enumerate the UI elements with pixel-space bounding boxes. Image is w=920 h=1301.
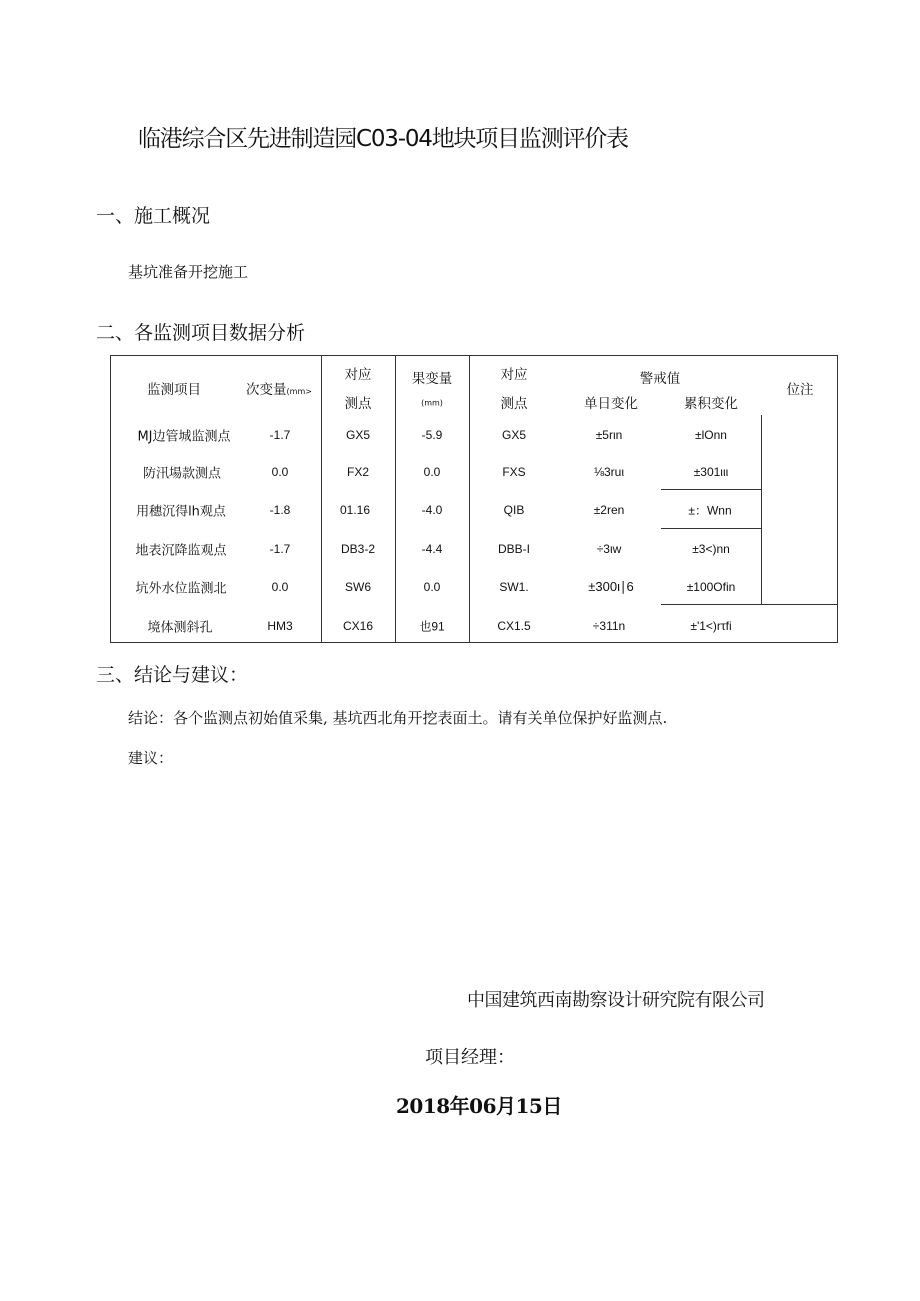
row6-item: 境体测斜孔	[147, 620, 213, 636]
header-point1: 对应	[344, 367, 372, 383]
row5-cumulative: 0.0	[423, 580, 441, 594]
row5-point1: SW6	[344, 580, 372, 594]
row4-point2: DBB-I	[497, 542, 531, 556]
row2-item: 防汛場款测点	[142, 466, 222, 482]
document-date: 2018年06月15日	[396, 1094, 562, 1118]
header-point2: 对应	[500, 367, 528, 383]
row5-point2: SW1.	[499, 580, 529, 594]
row3-total: ±：Wnn	[688, 503, 732, 518]
row5-total: ±100Ofin	[686, 580, 736, 594]
row1-point1: GX5	[345, 428, 371, 442]
row2-cumulative: 0.0	[423, 465, 441, 479]
table-col-divider	[395, 356, 396, 643]
row3-cumulative: -4.0	[421, 503, 443, 517]
row2-total: ±301ιιι	[693, 465, 729, 479]
row4-change: -1.7	[269, 542, 291, 556]
header-change: 次变量(mm>	[246, 382, 312, 398]
row2-point1: FX2	[346, 465, 370, 479]
row6-point1: CX16	[342, 619, 374, 633]
row6-daily: ÷311n	[592, 619, 626, 633]
table-col-divider	[761, 415, 762, 604]
row1-total: ±lOnn	[695, 428, 727, 442]
header-daily: 单日变化	[584, 396, 638, 412]
header-point1-b: 测点	[344, 396, 372, 412]
row6-cumulative: 也91	[419, 619, 445, 634]
section-3-heading: 三、结论与建议：	[96, 664, 249, 686]
row5-daily: ±300ι∣6	[588, 579, 634, 594]
row3-change: -1.8	[269, 503, 291, 517]
table-row-divider	[661, 528, 761, 529]
section-2-heading: 二、各监测项目数据分析	[96, 322, 306, 344]
construction-overview-text: 基坑准备开挖施工	[128, 263, 249, 281]
row1-daily: ±5rιn	[595, 428, 623, 442]
table-col-divider	[469, 356, 470, 643]
row4-point1: DB3-2	[340, 542, 376, 556]
row5-item: 坑外水位监测北	[135, 581, 227, 597]
row5-change: 0.0	[271, 580, 289, 594]
header-item: 监测项目	[147, 382, 201, 398]
header-cumulative: 果变量	[411, 371, 453, 387]
row4-total: ±3<)nn	[692, 542, 730, 556]
header-remark: 位注	[786, 382, 814, 398]
header-total: 累积变化	[684, 396, 738, 412]
company-name: 中国建筑西南勘察设计研究院有限公司	[467, 990, 765, 1011]
table-row-divider	[661, 604, 838, 605]
row3-daily: ±2ren	[593, 503, 625, 517]
row2-point2: FXS	[502, 465, 526, 479]
project-manager-label: 项目经理：	[425, 1047, 515, 1068]
row4-item: 地表沉降监观点	[135, 543, 227, 559]
row3-item: 用穗沉得lh观点	[136, 504, 226, 520]
header-cumulative-unit: (mm)	[421, 398, 443, 408]
header-point2-b: 测点	[500, 396, 528, 412]
row1-cumulative: -5.9	[421, 428, 443, 442]
monitoring-table	[110, 355, 838, 643]
row6-total: ±'1<)rτfi	[690, 619, 732, 633]
row2-change: 0.0	[271, 465, 289, 479]
row1-change: -1.7	[269, 428, 291, 442]
row1-point2: GX5	[501, 428, 527, 442]
row6-point2: CX1.5	[497, 619, 531, 633]
section-1-heading: 一、施工概况	[96, 205, 211, 227]
row2-daily: ⅛3ruι	[593, 465, 625, 479]
row3-point2: QIB	[503, 503, 525, 517]
row4-cumulative: -4.4	[421, 542, 443, 556]
table-row-divider	[661, 489, 761, 490]
row4-daily: ÷3ιw	[596, 542, 622, 556]
row6-change: HM3	[267, 619, 293, 633]
row3-point1: 01.16	[339, 503, 371, 517]
row1-item: MJ边管城监测点	[137, 429, 231, 445]
conclusion-text: 结论：各个监测点初始值采集, 基坑西北角开挖表面土。请有关单位保护好监测点.	[128, 709, 668, 727]
table-col-divider	[321, 356, 322, 643]
suggestion-text: 建议：	[128, 749, 174, 767]
header-alarm: 警戒值	[639, 371, 681, 387]
document-title: 临港综合区先进制造园C03-04地块项目监测评价表	[138, 126, 628, 152]
